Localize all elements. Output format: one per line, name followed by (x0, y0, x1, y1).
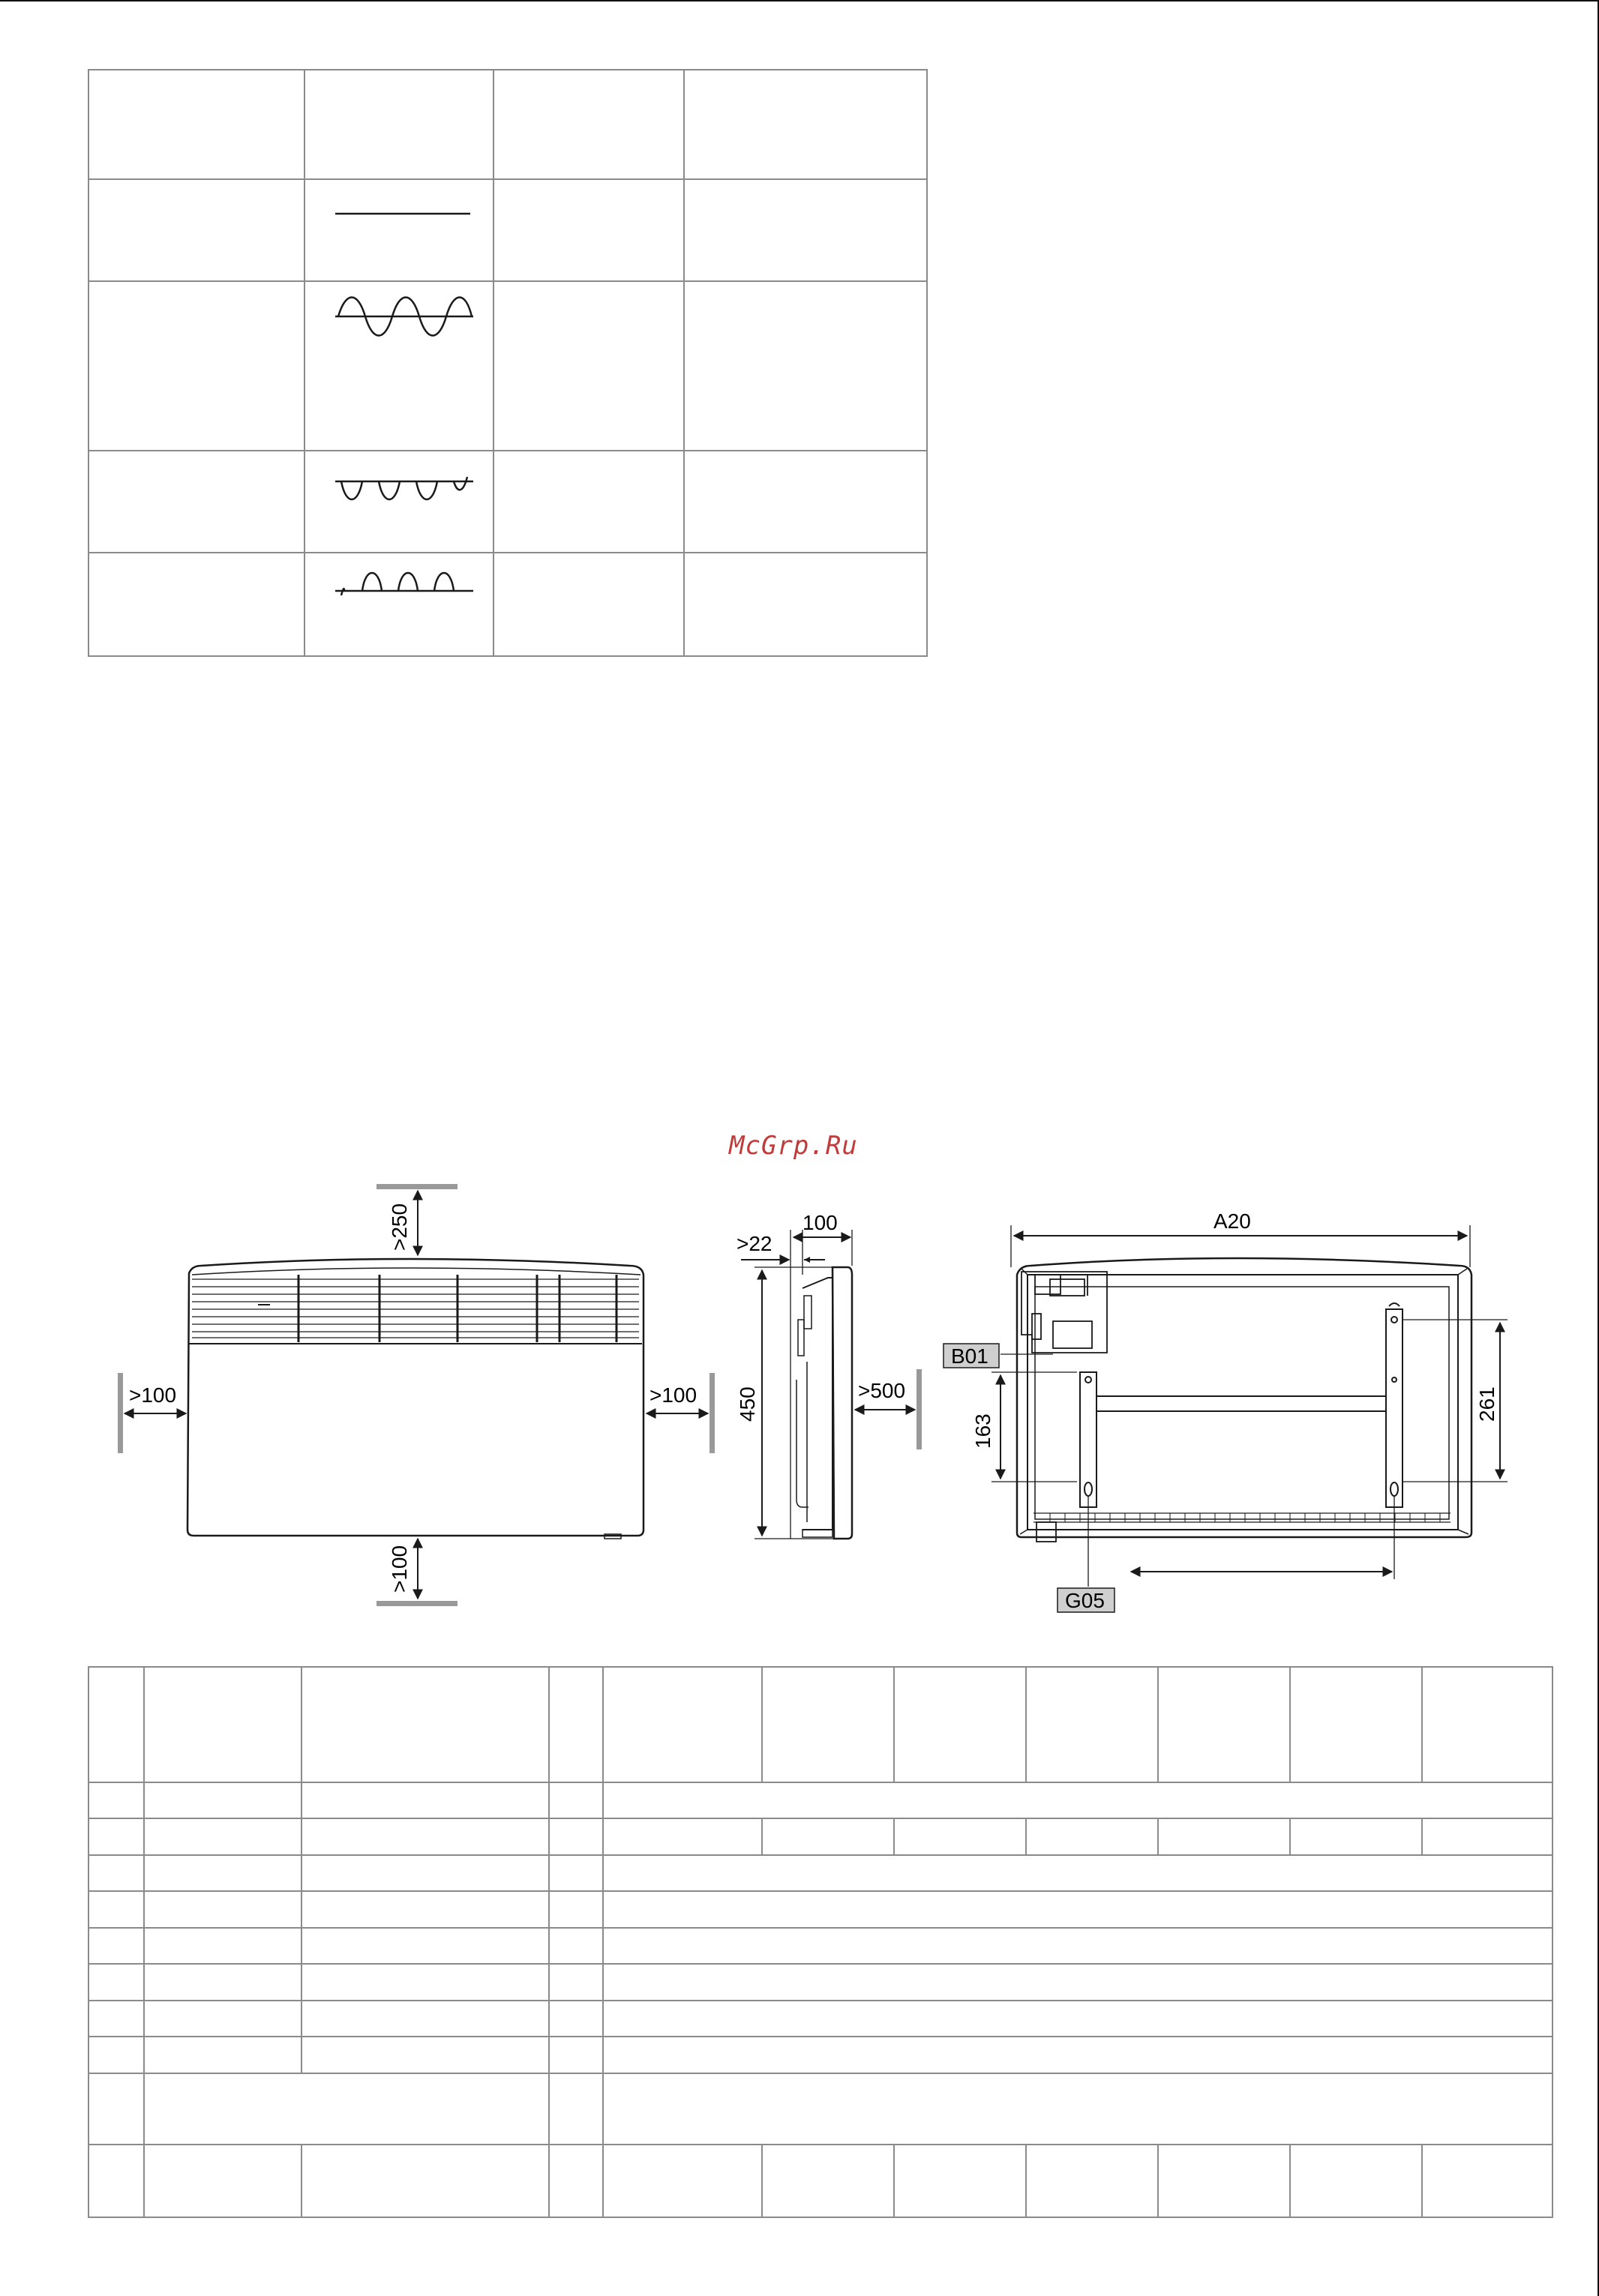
table-cell (894, 1818, 1026, 1855)
table-row (88, 1667, 1552, 1782)
table-cell (144, 1855, 302, 1892)
side-view-drawing (736, 1211, 922, 1539)
table-cell (494, 553, 684, 656)
table-cell (549, 2001, 603, 2037)
watermark: McGrp.Ru (729, 1131, 858, 1161)
table-cell (302, 1667, 549, 1782)
mounting-bracket-right (1386, 1303, 1402, 1507)
clearance-bottom-label: >100 (388, 1545, 411, 1593)
table-cell (144, 2001, 302, 2037)
table-cell (88, 2001, 144, 2037)
table-cell (684, 451, 927, 553)
table-row (88, 451, 927, 553)
table-cell (549, 1891, 603, 1928)
table-cell (302, 1964, 549, 2001)
wall-marker-front (916, 1369, 922, 1449)
table-cell (302, 2001, 549, 2037)
wall-marker-left (118, 1373, 123, 1453)
clearance-left-label: >100 (129, 1383, 177, 1407)
technical-drawings (0, 1170, 1599, 1620)
front-heater-body (188, 1259, 644, 1536)
table-cell (144, 1928, 302, 1965)
mount-offset-label: 163 (971, 1413, 994, 1449)
table-cell (144, 1782, 302, 1819)
table-cell (1422, 2145, 1552, 2217)
table-row (88, 1928, 1552, 1965)
table-cell (1158, 1667, 1290, 1782)
table-row (88, 281, 927, 451)
table-cell (894, 2145, 1026, 2217)
table-cell (762, 1818, 894, 1855)
table-cell (603, 1928, 1552, 1965)
table-cell (88, 2037, 144, 2073)
table-cell (603, 2145, 762, 2217)
table-cell (894, 1667, 1026, 1782)
table-row (88, 1964, 1552, 2001)
table-cell (1290, 2145, 1422, 2217)
wall-marker-right (710, 1373, 715, 1453)
wall-gap-label: >22 (736, 1232, 772, 1255)
height-label: 450 (736, 1386, 759, 1422)
table-cell (1290, 1667, 1422, 1782)
clearance-top-label: >250 (388, 1203, 411, 1251)
table-row (88, 2001, 1552, 2037)
table-cell (88, 1818, 144, 1855)
table-row (88, 1891, 1552, 1928)
clearance-right-label: >100 (650, 1383, 698, 1407)
table-cell (88, 2145, 144, 2217)
table-cell (88, 1667, 144, 1782)
table-cell (549, 1818, 603, 1855)
table-cell (1026, 2145, 1158, 2217)
table-cell (549, 1855, 603, 1892)
mounting-bracket-left (1080, 1372, 1096, 1507)
sine-wave-icon (335, 294, 475, 339)
table-cell (684, 553, 927, 656)
spec-table (88, 1666, 1553, 2218)
table-cell (88, 1891, 144, 1928)
table-row (88, 2145, 1552, 2217)
table-cell (603, 1667, 762, 1782)
table-cell (549, 1928, 603, 1965)
table-cell (603, 1964, 1552, 2001)
terminal-box (1022, 1272, 1107, 1353)
table-cell (549, 2145, 603, 2217)
table-cell (144, 1818, 302, 1855)
table-cell (302, 1928, 549, 1965)
table-cell (494, 179, 684, 281)
table-row (88, 2037, 1552, 2073)
table-row (88, 1782, 1552, 1819)
table-cell (603, 1855, 1552, 1892)
table-cell (88, 70, 304, 179)
table-cell (302, 1818, 549, 1855)
table-cell (549, 1964, 603, 2001)
bracket-label: G05 (1065, 1589, 1105, 1612)
table-cell (144, 2073, 549, 2145)
waveform-cell-straight (304, 179, 494, 281)
table-row (88, 553, 927, 656)
table-cell (1158, 2145, 1290, 2217)
table-cell (1290, 1818, 1422, 1855)
table-cell (603, 1891, 1552, 1928)
table-cell (549, 1667, 603, 1782)
table-row (88, 179, 927, 281)
table-cell (302, 2037, 549, 2073)
table-cell (684, 281, 927, 451)
table-row (88, 70, 927, 179)
front-view-drawing (118, 1184, 715, 1606)
rear-heater-body (1017, 1258, 1472, 1537)
terminal-label: B01 (951, 1344, 988, 1368)
table-cell (1422, 1667, 1552, 1782)
waveform-cell-positive-half (304, 553, 494, 656)
table-cell (144, 1667, 302, 1782)
table-cell (762, 2145, 894, 2217)
table-cell (88, 179, 304, 281)
table-cell (88, 1782, 144, 1819)
table-cell (1158, 1818, 1290, 1855)
table-row (88, 1855, 1552, 1892)
table-cell (302, 1891, 549, 1928)
positive-half-wave-icon (335, 567, 475, 597)
side-heater-body (832, 1267, 852, 1539)
waveform-cell-sine (304, 281, 494, 451)
table-cell (762, 1667, 894, 1782)
straight-line-icon (335, 210, 472, 217)
page-frame-top (0, 0, 1599, 1)
table-cell (549, 2073, 603, 2145)
table-cell (88, 451, 304, 553)
table-cell (603, 2073, 1552, 2145)
table-cell (603, 2001, 1552, 2037)
table-cell (603, 2037, 1552, 2073)
table-cell (302, 2145, 549, 2217)
rear-view-drawing (944, 1209, 1508, 1612)
table-cell (88, 281, 304, 451)
table-cell (684, 70, 927, 179)
depth-label: 100 (802, 1211, 838, 1234)
table-cell (1422, 1818, 1552, 1855)
table-cell (494, 70, 684, 179)
table-cell (684, 179, 927, 281)
waveform-cell-negative-half (304, 451, 494, 553)
width-label: A20 (1214, 1209, 1251, 1233)
table-cell (88, 1964, 144, 2001)
table-cell (1026, 1667, 1158, 1782)
table-cell (144, 1891, 302, 1928)
table-cell (494, 451, 684, 553)
wall-marker-bottom (376, 1601, 458, 1606)
table-cell (144, 2145, 302, 2217)
bracket-height-label: 261 (1475, 1386, 1498, 1422)
table-cell (304, 70, 494, 179)
wall-marker-top (376, 1184, 458, 1189)
waveform-table (88, 69, 928, 657)
table-cell (302, 1782, 549, 1819)
table-cell (549, 2037, 603, 2073)
negative-half-wave-icon (335, 475, 475, 505)
table-cell (144, 2037, 302, 2073)
table-cell (494, 281, 684, 451)
table-cell (603, 1818, 762, 1855)
front-clearance-label: >500 (858, 1379, 906, 1402)
table-cell (1026, 1818, 1158, 1855)
table-cell (549, 1782, 603, 1819)
table-row (88, 1818, 1552, 1855)
table-row (88, 2073, 1552, 2145)
table-cell (88, 553, 304, 656)
table-cell (302, 1855, 549, 1892)
table-cell (144, 1964, 302, 2001)
table-cell (603, 1782, 1552, 1819)
table-cell (88, 2073, 144, 2145)
table-cell (88, 1928, 144, 1965)
table-cell (88, 1855, 144, 1892)
